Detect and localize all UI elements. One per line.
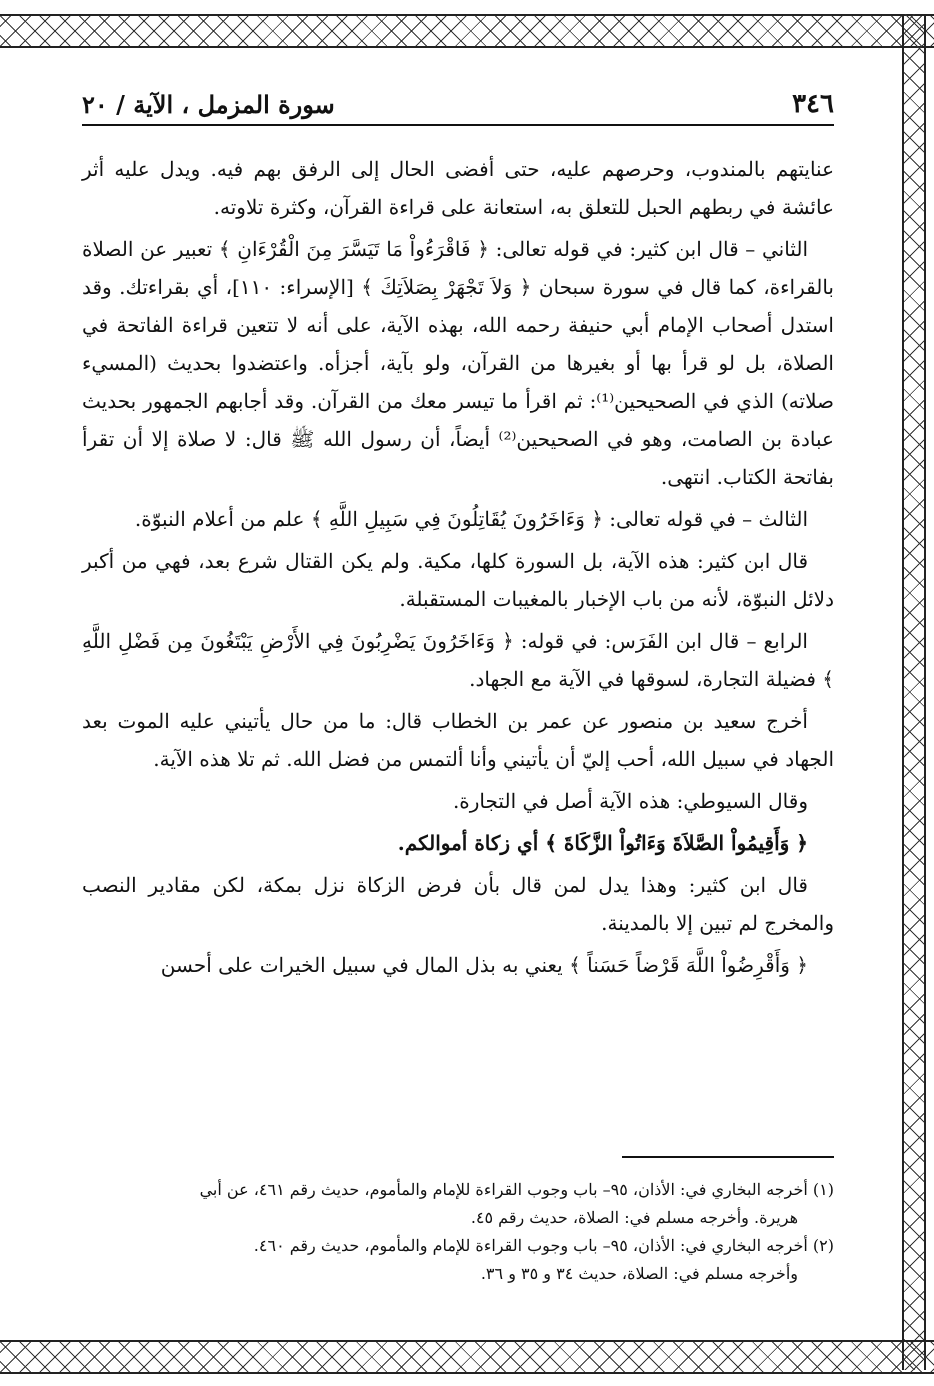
- page-header: [82, 84, 834, 126]
- paragraph: الثالث – في قوله تعالى: ﴿ وَءَاخَرُونَ يُقَاتِلُونَ فِي سَبِيلِ اللَّهِ ﴾ علم من أعلام النبوّة.: [134, 507, 808, 531]
- paragraph: الرابع – قال ابن الفَرَس: في قوله: ﴿ وَءَاخَرُونَ يَضْرِبُونَ فِي الأَرْضِ يَبْتَغُونَ مِن فَضْلِ اللَّهِ ﴾ فضيلة التجارة، لسوقها في الآية مع الجهاد.: [82, 629, 834, 691]
- paragraph: عنايتهم بالمندوب، وحرصهم عليه، حتى أفضى الحال إلى الرفق بهم فيه. ويدل عليه أثر عائشة في ربطهم الحبل للتعلق به، استعانة على قراءة القرآن، وكثرة تلاوته.: [82, 157, 834, 219]
- ornamental-border-right: [902, 14, 926, 1370]
- paragraph: ﴿ وَأَقْرِضُواْ اللَّهَ قَرْضاً حَسَناً ﴾ يعني به بذل المال في سبيل الخيرات على أحسن: [160, 953, 808, 977]
- paragraph: ﴿ وَأَقِيمُواْ الصَّلاَةَ وَءَاتُواْ الزَّكَاةَ ﴾ أي زكاة أموالكم.: [397, 831, 808, 855]
- running-title: سورة المزمل ، الآية / ٢٠: [82, 89, 335, 119]
- footnote-line: (١) أخرجه البخاري في: الأذان، ٩٥– باب وجوب القراءة للإمام والمأموم، حديث رقم ٤٦١، عن أبي: [199, 1180, 834, 1199]
- paragraph: قال ابن كثير: وهذا يدل لمن قال بأن فرض الزكاة نزل بمكة، لكن مقادير النصب والمخرج لم تبين إلا بالمدينة.: [82, 873, 834, 935]
- footnote-divider: [622, 1156, 834, 1158]
- paragraph: الثاني – قال ابن كثير: في قوله تعالى: ﴿ فَاقْرَءُواْ مَا تَيَسَّرَ مِنَ الْقُرْءَانِ ﴾ تعبير عن الصلاة بالقراءة، كما قال في سورة سبحان ﴿ وَلاَ تَجْهَرْ بِصَلاَتِكَ ﴾ [الإسراء: ١١٠]، أي بقراءتك. وقد استدل أصحاب الإمام أبي حنيفة رحمه الله، بهذه الآية، على أنه لا تتعين قراءة الفاتحة في الصلاة، بل لو قرأ بها أو بغيرها من القرآن، ولو بآية، أجزأه. واعتضدوا بحديث (المسيء صلاته) الذي في الصحيحين⁽¹⁾: ثم اقرأ ما تيسر معك من القرآن. وقد أجابهم الجمهور بحديث عبادة بن الصامت، وهو في الصحيحين⁽²⁾ أيضاً، أن رسول الله ﷺ قال: لا صلاة إلا أن تقرأ بفاتحة الكتاب. انتهى.: [82, 237, 835, 489]
- footnote-line: (٢) أخرجه البخاري في: الأذان، ٩٥– باب وجوب القراءة للإمام والمأموم، حديث رقم ٤٦٠.: [253, 1236, 834, 1255]
- footnotes: [82, 1176, 834, 1288]
- paragraph: قال ابن كثير: هذه الآية، بل السورة كلها، مكية. ولم يكن القتال شرع بعد، فهي من أكبر دلائل النبوّة، لأنه من باب الإخبار بالمغيبات المستقبلة.: [82, 549, 834, 611]
- footnote-line: هريرة. وأخرجه مسلم في: الصلاة، حديث رقم ٤٥.: [470, 1208, 798, 1227]
- paragraph: أخرج سعيد بن منصور عن عمر بن الخطاب قال: ما من حال يأتيني عليه الموت بعد الجهاد في سبيل الله، أحب إليّ أن يأتيني وأنا ألتمس من فضل الله. ثم تلا هذه الآية.: [82, 709, 834, 771]
- ornamental-border-top: [0, 14, 934, 48]
- ornamental-border-bottom: [0, 1340, 934, 1374]
- paragraph: وقال السيوطي: هذه الآية أصل في التجارة.: [452, 789, 808, 813]
- page-number: ٣٤٦: [792, 89, 834, 119]
- main-text: [82, 150, 834, 988]
- footnote-line: وأخرجه مسلم في: الصلاة، حديث ٣٤ و ٣٥ و ٣٦.: [480, 1264, 798, 1283]
